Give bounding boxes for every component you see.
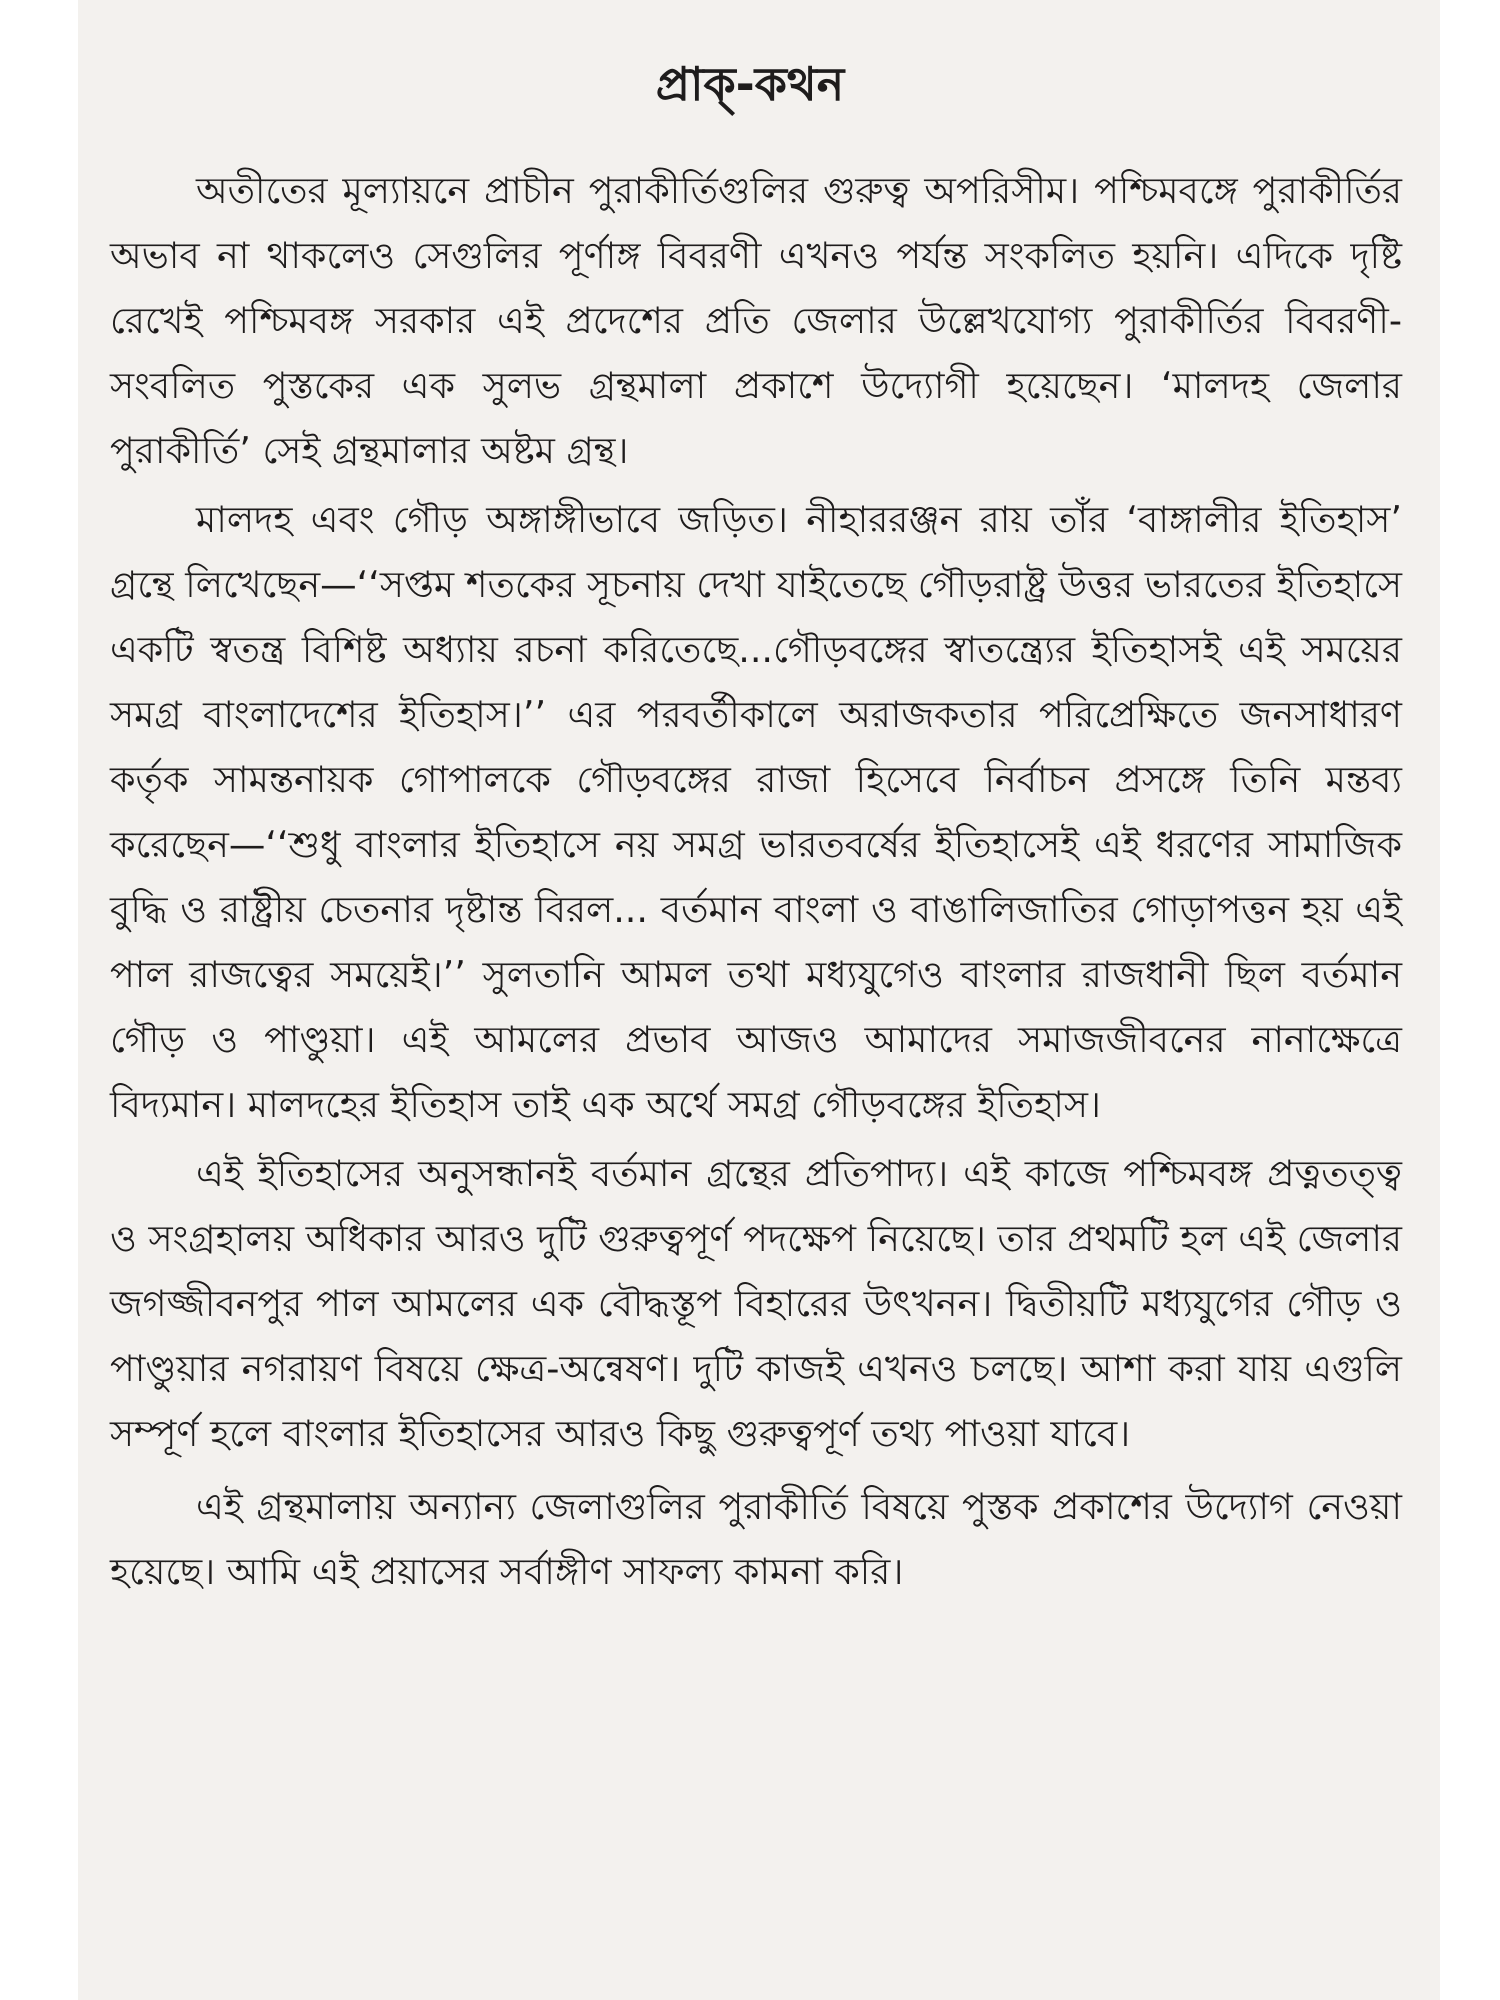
body-text xyxy=(110,158,1402,1608)
page-title: প্রাক্-কথন xyxy=(655,57,845,111)
paragraph-3: এই ইতিহাসের অনুসন্ধানই বর্তমান গ্রন্থের প্রতিপাদ্য। এই কাজে পশ্চিমবঙ্গ প্রত্নতত্ত্ব ও সংগ্রহালয় অধিকার আরও দুটি গুরুত্বপূর্ণ পদক্ষেপ নিয়েছে। তার প্রথমটি হল এই জেলার জগজ্জীবনপুর পাল আমলের এক বৌদ্ধস্তূপ বিহারের উৎখনন। দ্বিতীয়টি মধ্যযুগের গৌড় ও পাণ্ডুয়ার নগরায়ণ বিষয়ে ক্ষেত্র-অন্বেষণ। দুটি কাজই এখনও চলছে। আশা করা যায় এগুলি সম্পূর্ণ হলে বাংলার ইতিহাসের আরও কিছু গুরুত্বপূর্ণ তথ্য পাওয়া যাবে। xyxy=(110,1152,1402,1455)
paragraph-4: এই গ্রন্থমালায় অন্যান্য জেলাগুলির পুরাকীর্তি বিষয়ে পুস্তক প্রকাশের উদ্যোগ নেওয়া হয়েছে। আমি এই প্রয়াসের সর্বাঙ্গীণ সাফল্য কামনা করি। xyxy=(110,1485,1402,1593)
paragraph-1: অতীতের মূল্যায়নে প্রাচীন পুরাকীর্তিগুলির গুরুত্ব অপরিসীম। পশ্চিমবঙ্গে পুরাকীর্তির অভাব না থাকলেও সেগুলির পূর্ণাঙ্গ বিবরণী এখনও পর্যন্ত সংকলিত হয়নি। এদিকে দৃষ্টি রেখেই পশ্চিমবঙ্গ সরকার এই প্রদেশের প্রতি জেলার উল্লেখযোগ্য পুরাকীর্তির বিবরণী-সংবলিত পুস্তকের এক সুলভ গ্রন্থমালা প্রকাশে উদ্যোগী হয়েছেন। ‘মালদহ জেলার পুরাকীর্তি’ সেই গ্রন্থমালার অষ্টম গ্রন্থ। xyxy=(110,169,1402,472)
paragraph-2: মালদহ এবং গৌড় অঙ্গাঙ্গীভাবে জড়িত। নীহাররঞ্জন রায় তাঁর ‘বাঙ্গালীর ইতিহাস’ গ্রন্থে লিখেছেন—‘‘সপ্তম শতকের সূচনায় দেখা যাইতেছে গৌড়রাষ্ট্র উত্তর ভারতের ইতিহাসে একটি স্বতন্ত্র বিশিষ্ট অধ্যায় রচনা করিতেছে...গৌড়বঙ্গের স্বাতন্ত্র্যের ইতিহাসই এই সময়ের সমগ্র বাংলাদেশের ইতিহাস।’’ এর পরবর্তীকালে অরাজকতার পরিপ্রেক্ষিতে জনসাধারণ কর্তৃক সামন্তনায়ক গোপালকে গৌড়বঙ্গের রাজা হিসেবে নির্বাচন প্রসঙ্গে তিনি মন্তব্য করেছেন—‘‘শুধু বাংলার ইতিহাসে নয় সমগ্র ভারতবর্ষের ইতিহাসেই এই ধরণের সামাজিক বুদ্ধি ও রাষ্ট্রীয় চেতনার দৃষ্টান্ত বিরল... বর্তমান বাংলা ও বাঙালিজাতির গোড়াপত্তন হয় এই পাল রাজত্বের সময়েই।’’ সুলতানি আমল তথা মধ্যযুগেও বাংলার রাজধানী ছিল বর্তমান গৌড় ও পাণ্ডুয়া। এই আমলের প্রভাব আজও আমাদের সমাজজীবনের নানাক্ষেত্রে বিদ্যমান। মালদহের ইতিহাস তাই এক অর্থে সমগ্র গৌড়বঙ্গের ইতিহাস। xyxy=(110,498,1402,1126)
